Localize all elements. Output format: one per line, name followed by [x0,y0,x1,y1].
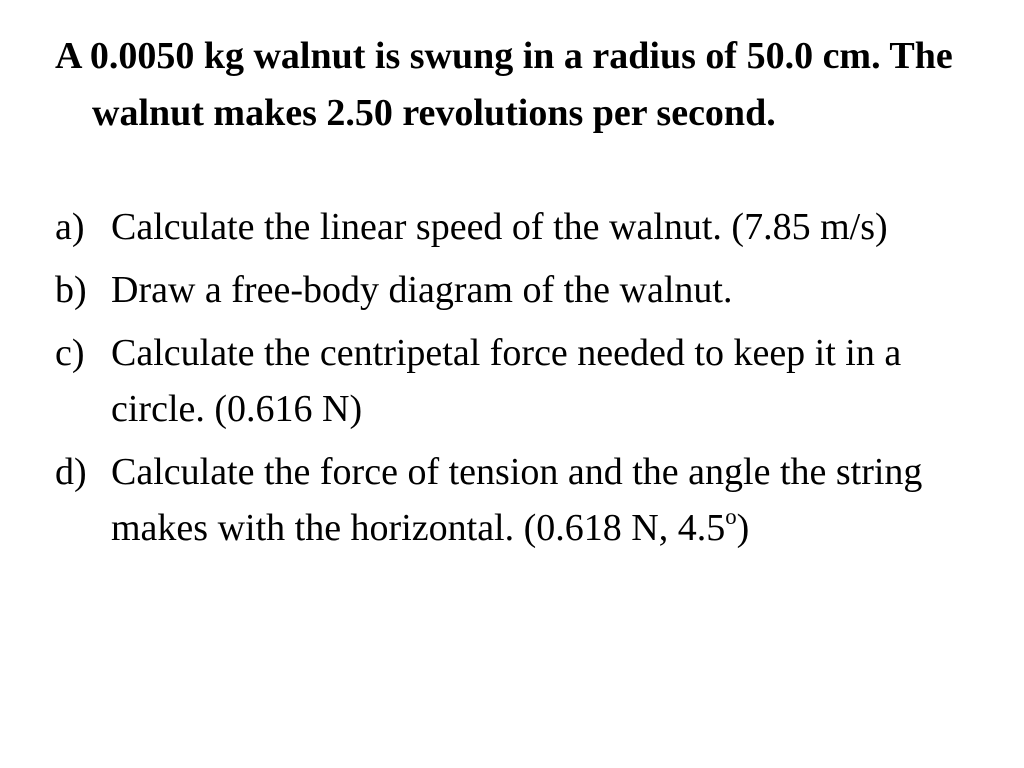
part-marker: b) [55,269,87,311]
part-text: Calculate the force of tension and the angle the string makes with the horizontal. (0.618 N, 4.5 [111,451,923,549]
part-text: Calculate the linear speed of the walnut. (7.85 m/s) [111,206,888,248]
degree-superscript: o [725,504,737,530]
part-text-end: ) [736,507,750,549]
question-part-d [55,444,990,556]
part-marker: a) [55,206,85,248]
problem-statement: A 0.0050 kg walnut is swung in a radius of 50.0 cm. The walnut makes 2.50 revolutions per second. [55,35,953,134]
part-marker: d) [55,451,87,493]
question-parts-list [55,199,990,563]
part-text: Draw a free-body diagram of the walnut. [111,269,733,311]
question-part-c [55,325,990,437]
part-text: Calculate the centripetal force needed to keep it in a circle. (0.616 N) [111,332,902,430]
part-marker: c) [55,332,85,374]
question-part-a [55,199,990,255]
question-part-b [55,262,990,318]
